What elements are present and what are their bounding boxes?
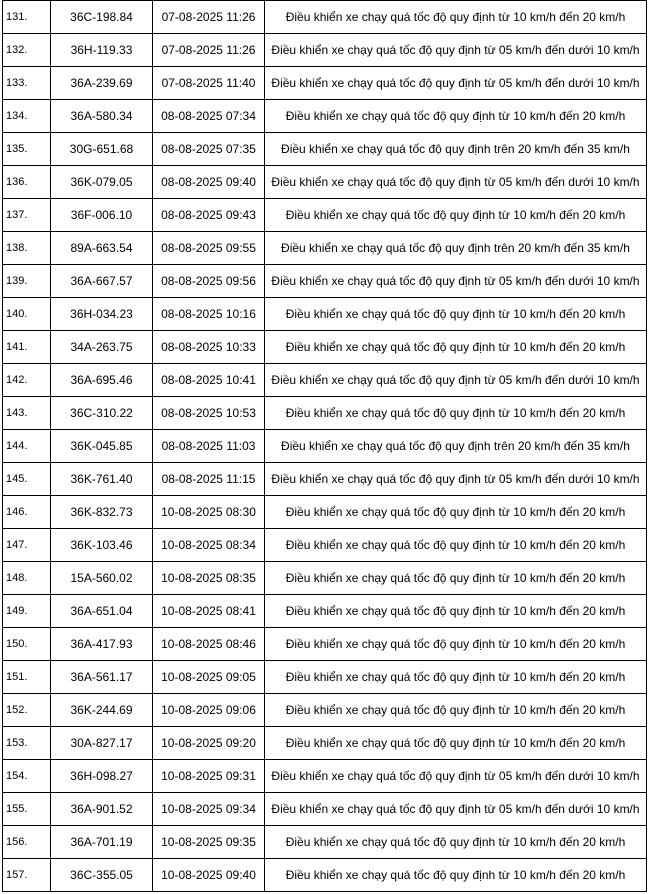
violation-description-cell: Điều khiển xe chạy quá tốc độ quy định từ 10 km/h đến 20 km/h [265,397,647,430]
violation-description-cell: Điều khiển xe chạy quá tốc độ quy định từ 10 km/h đến 20 km/h [265,628,647,661]
violation-time-cell: 10-08-2025 08:35 [153,562,265,595]
violation-time-cell: 08-08-2025 11:03 [153,430,265,463]
table-row [3,298,647,331]
violation-time-cell: 10-08-2025 09:06 [153,694,265,727]
license-plate-cell: 36K-103.46 [51,529,153,562]
violation-time-cell: 08-08-2025 10:41 [153,364,265,397]
violation-time-cell: 10-08-2025 08:34 [153,529,265,562]
violation-description-cell: Điều khiển xe chạy quá tốc độ quy định từ 05 km/h đến dưới 10 km/h [265,67,647,100]
table-row [3,793,647,826]
table-row [3,694,647,727]
row-number-cell: 136. [3,166,51,199]
row-number-cell: 137. [3,199,51,232]
license-plate-cell: 36A-239.69 [51,67,153,100]
row-number-cell: 144. [3,430,51,463]
row-number-cell: 157. [3,859,51,892]
license-plate-cell: 30A-827.17 [51,727,153,760]
license-plate-cell: 36A-417.93 [51,628,153,661]
violation-time-cell: 10-08-2025 08:46 [153,628,265,661]
violations-table [2,0,647,892]
violation-description-cell: Điều khiển xe chạy quá tốc độ quy định từ 05 km/h đến dưới 10 km/h [265,34,647,67]
violation-time-cell: 10-08-2025 09:35 [153,826,265,859]
row-number-cell: 145. [3,463,51,496]
violation-time-cell: 07-08-2025 11:26 [153,34,265,67]
table-row [3,562,647,595]
violation-time-cell: 08-08-2025 09:43 [153,199,265,232]
violation-time-cell: 10-08-2025 08:30 [153,496,265,529]
violation-time-cell: 10-08-2025 09:31 [153,760,265,793]
table-row [3,265,647,298]
violation-time-cell: 08-08-2025 09:55 [153,232,265,265]
violation-time-cell: 08-08-2025 11:15 [153,463,265,496]
license-plate-cell: 34A-263.75 [51,331,153,364]
license-plate-cell: 36K-045.85 [51,430,153,463]
table-row [3,397,647,430]
license-plate-cell: 36K-079.05 [51,166,153,199]
license-plate-cell: 36H-098.27 [51,760,153,793]
row-number-cell: 147. [3,529,51,562]
violation-time-cell: 10-08-2025 09:05 [153,661,265,694]
table-row [3,826,647,859]
violation-description-cell: Điều khiển xe chạy quá tốc độ quy định từ 05 km/h đến dưới 10 km/h [265,364,647,397]
table-row [3,199,647,232]
license-plate-cell: 36K-832.73 [51,496,153,529]
violation-time-cell: 10-08-2025 09:34 [153,793,265,826]
row-number-cell: 146. [3,496,51,529]
row-number-cell: 131. [3,1,51,34]
row-number-cell: 140. [3,298,51,331]
violation-description-cell: Điều khiển xe chạy quá tốc độ quy định từ 05 km/h đến dưới 10 km/h [265,793,647,826]
row-number-cell: 151. [3,661,51,694]
violation-description-cell: Điều khiển xe chạy quá tốc độ quy định từ 05 km/h đến dưới 10 km/h [265,265,647,298]
violation-time-cell: 10-08-2025 09:20 [153,727,265,760]
table-row [3,595,647,628]
violation-description-cell: Điều khiển xe chạy quá tốc độ quy định từ 05 km/h đến dưới 10 km/h [265,463,647,496]
table-row [3,760,647,793]
table-row [3,529,647,562]
table-row [3,463,647,496]
violation-time-cell: 10-08-2025 09:40 [153,859,265,892]
violation-description-cell: Điều khiển xe chạy quá tốc độ quy định từ 10 km/h đến 20 km/h [265,694,647,727]
violation-time-cell: 08-08-2025 10:33 [153,331,265,364]
violation-time-cell: 08-08-2025 09:56 [153,265,265,298]
violation-description-cell: Điều khiển xe chạy quá tốc độ quy định từ 10 km/h đến 20 km/h [265,859,647,892]
table-row [3,133,647,166]
row-number-cell: 152. [3,694,51,727]
license-plate-cell: 36K-244.69 [51,694,153,727]
table-row [3,628,647,661]
table-row [3,430,647,463]
license-plate-cell: 36A-701.19 [51,826,153,859]
row-number-cell: 133. [3,67,51,100]
row-number-cell: 153. [3,727,51,760]
violation-description-cell: Điều khiển xe chạy quá tốc độ quy định trên 20 km/h đến 35 km/h [265,133,647,166]
license-plate-cell: 36A-580.34 [51,100,153,133]
violation-time-cell: 08-08-2025 07:35 [153,133,265,166]
row-number-cell: 139. [3,265,51,298]
table-row [3,166,647,199]
table-row [3,496,647,529]
violation-description-cell: Điều khiển xe chạy quá tốc độ quy định trên 20 km/h đến 35 km/h [265,232,647,265]
violation-description-cell: Điều khiển xe chạy quá tốc độ quy định từ 10 km/h đến 20 km/h [265,1,647,34]
violation-description-cell: Điều khiển xe chạy quá tốc độ quy định từ 10 km/h đến 20 km/h [265,496,647,529]
row-number-cell: 156. [3,826,51,859]
row-number-cell: 149. [3,595,51,628]
license-plate-cell: 89A-663.54 [51,232,153,265]
row-number-cell: 135. [3,133,51,166]
violation-description-cell: Điều khiển xe chạy quá tốc độ quy định từ 05 km/h đến dưới 10 km/h [265,760,647,793]
license-plate-cell: 30G-651.68 [51,133,153,166]
violation-time-cell: 10-08-2025 08:41 [153,595,265,628]
table-row [3,232,647,265]
violation-time-cell: 08-08-2025 09:40 [153,166,265,199]
violation-time-cell: 08-08-2025 10:53 [153,397,265,430]
violation-description-cell: Điều khiển xe chạy quá tốc độ quy định từ 10 km/h đến 20 km/h [265,331,647,364]
row-number-cell: 148. [3,562,51,595]
row-number-cell: 141. [3,331,51,364]
violation-description-cell: Điều khiển xe chạy quá tốc độ quy định từ 10 km/h đến 20 km/h [265,562,647,595]
table-row [3,100,647,133]
violation-description-cell: Điều khiển xe chạy quá tốc độ quy định từ 10 km/h đến 20 km/h [265,595,647,628]
row-number-cell: 150. [3,628,51,661]
license-plate-cell: 36F-006.10 [51,199,153,232]
table-row [3,661,647,694]
license-plate-cell: 36A-695.46 [51,364,153,397]
violation-description-cell: Điều khiển xe chạy quá tốc độ quy định từ 10 km/h đến 20 km/h [265,100,647,133]
license-plate-cell: 36A-561.17 [51,661,153,694]
table-row [3,67,647,100]
row-number-cell: 154. [3,760,51,793]
table-row [3,364,647,397]
table-row [3,34,647,67]
row-number-cell: 142. [3,364,51,397]
row-number-cell: 132. [3,34,51,67]
license-plate-cell: 36K-761.40 [51,463,153,496]
row-number-cell: 134. [3,100,51,133]
row-number-cell: 138. [3,232,51,265]
table-row [3,331,647,364]
violation-description-cell: Điều khiển xe chạy quá tốc độ quy định từ 10 km/h đến 20 km/h [265,826,647,859]
table-row [3,727,647,760]
violations-table-body [3,1,647,892]
license-plate-cell: 36C-355.05 [51,859,153,892]
license-plate-cell: 36C-198.84 [51,1,153,34]
violation-time-cell: 07-08-2025 11:26 [153,1,265,34]
violation-description-cell: Điều khiển xe chạy quá tốc độ quy định từ 05 km/h đến dưới 10 km/h [265,166,647,199]
table-row [3,1,647,34]
row-number-cell: 143. [3,397,51,430]
license-plate-cell: 15A-560.02 [51,562,153,595]
row-number-cell: 155. [3,793,51,826]
violation-time-cell: 08-08-2025 10:16 [153,298,265,331]
violation-description-cell: Điều khiển xe chạy quá tốc độ quy định từ 10 km/h đến 20 km/h [265,661,647,694]
license-plate-cell: 36H-119.33 [51,34,153,67]
violation-description-cell: Điều khiển xe chạy quá tốc độ quy định từ 10 km/h đến 20 km/h [265,298,647,331]
license-plate-cell: 36A-651.04 [51,595,153,628]
license-plate-cell: 36A-901.52 [51,793,153,826]
violation-description-cell: Điều khiển xe chạy quá tốc độ quy định từ 10 km/h đến 20 km/h [265,199,647,232]
table-row [3,859,647,892]
violation-time-cell: 08-08-2025 07:34 [153,100,265,133]
violation-description-cell: Điều khiển xe chạy quá tốc độ quy định từ 10 km/h đến 20 km/h [265,727,647,760]
violation-description-cell: Điều khiển xe chạy quá tốc độ quy định từ 10 km/h đến 20 km/h [265,529,647,562]
violation-description-cell: Điều khiển xe chạy quá tốc độ quy định trên 20 km/h đến 35 km/h [265,430,647,463]
violation-time-cell: 07-08-2025 11:40 [153,67,265,100]
license-plate-cell: 36H-034.23 [51,298,153,331]
license-plate-cell: 36A-667.57 [51,265,153,298]
license-plate-cell: 36C-310.22 [51,397,153,430]
